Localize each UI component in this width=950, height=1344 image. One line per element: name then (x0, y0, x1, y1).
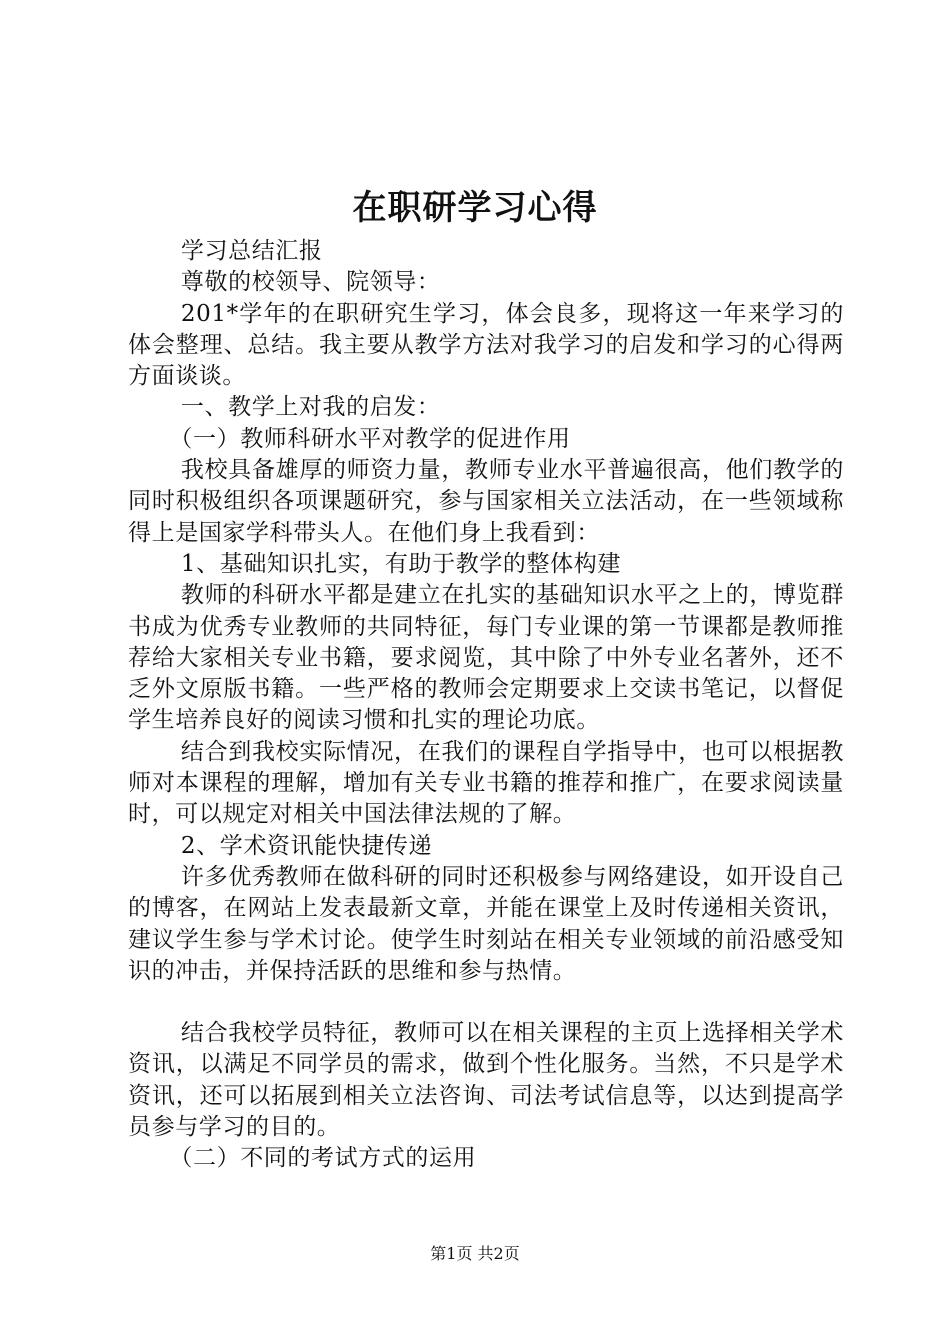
section-heading-1: 一、教学上对我的启发： (180, 394, 441, 421)
page-footer: 第1页 共2页 (430, 1244, 520, 1263)
point-heading-2: 2、学术资讯能快捷传递 (180, 832, 433, 859)
subsection-heading-1: （一）教师科研水平对教学的促进作用 (169, 425, 571, 452)
paragraph-report-heading: 学习总结汇报 (180, 238, 323, 264)
paragraph-research-info: 许多优秀教师在做科研的同时还积极参与网络建设，如开设自己的博客，在网站上发表最新文章，并能在课堂上及时传递相关资讯，建议学生参与学术讨论。使学生时刻站在相关专业领域的前沿感受知识的冲击，并保持活跃的思维和参与热情。 (128, 863, 844, 984)
paragraph-salutation: 尊敬的校领导、院领导： (180, 269, 441, 296)
paragraph-application-2: 结合我校学员特征，教师可以在相关课程的主页上选择相关学术资讯，以满足不同学员的需求，做到个性化服务。当然，不只是学术资讯，还可以拓展到相关立法咨询、司法考试信息等，以达到提高学员参与学习的目的。 (128, 1020, 844, 1141)
point-heading-1: 1、基础知识扎实，有助于教学的整体构建 (180, 550, 621, 577)
document-body (128, 236, 844, 1175)
paragraph-faculty: 我校具备雄厚的师资力量，教师专业水平普遍很高，他们教学的同时积极组织各项课题研究，参与国家相关立法活动，在一些领域称得上是国家学科带头人。在他们身上我看到： (128, 457, 844, 546)
subsection-heading-2: （二）不同的考试方式的运用 (169, 1145, 477, 1172)
paragraph-knowledge: 教师的科研水平都是建立在扎实的基础知识水平之上的，博览群书成为优秀专业教师的共同特征，每门专业课的第一节课都是教师推荐给大家相关专业书籍，要求阅览，其中除了中外专业名著外，还不乏外文原版书籍。一些严格的教师会定期要求上交读书笔记，以督促学生培养良好的阅读习惯和扎实的理论功底。 (128, 582, 844, 734)
document-title: 在职研学习心得 (352, 188, 598, 228)
paragraph-application-1: 结合到我校实际情况，在我们的课程自学指导中，也可以根据教师对本课程的理解，增加有关专业书籍的推荐和推广，在要求阅读量时，可以规定对相关中国法律法规的了解。 (128, 738, 844, 828)
paragraph-intro: 201*学年的在职研究生学习，体会良多，现将这一年来学习的体会整理、总结。我主要从教学方法对我学习的启发和学习的心得两方面谈谈。 (128, 300, 844, 390)
